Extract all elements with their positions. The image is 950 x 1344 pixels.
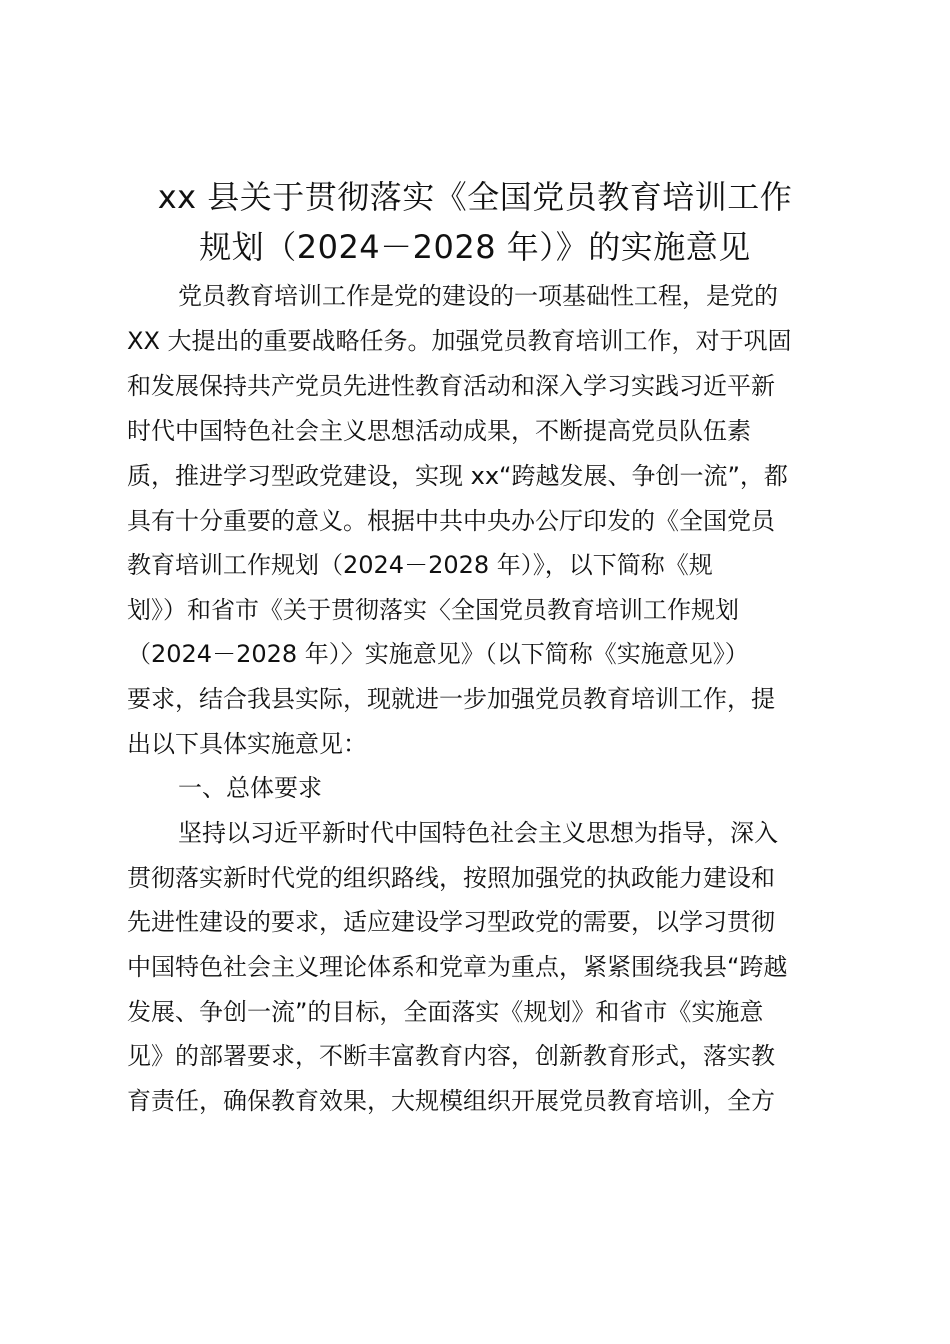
- intro-paragraph-line: XX 大提出的重要战略任务。加强党员教育培训工作，对于巩固: [127, 327, 792, 355]
- section-paragraph-line: 坚持以习近平新时代中国特色社会主义思想为指导，深入: [178, 819, 778, 847]
- intro-paragraph-line: 时代中国特色社会主义思想活动成果，不断提高党员队伍素: [127, 417, 751, 445]
- intro-paragraph-line: 要求，结合我县实际，现就进一步加强党员教育培训工作，提: [127, 685, 775, 713]
- intro-paragraph-line: 和发展保持共产党员先进性教育活动和深入学习实践习近平新: [127, 372, 775, 400]
- intro-paragraph-line: 出以下具体实施意见：: [127, 730, 367, 758]
- section-paragraph-line: 育责任，确保教育效果，大规模组织开展党员教育培训，全方: [127, 1087, 775, 1115]
- section-paragraph-line: 先进性建设的要求，适应建设学习型政党的需要，以学习贯彻: [127, 908, 775, 936]
- section-heading: 一、总体要求: [178, 774, 322, 802]
- intro-paragraph-line: 具有十分重要的意义。根据中共中央办公厅印发的《全国党员: [127, 507, 775, 535]
- section-paragraph-line: 中国特色社会主义理论体系和党章为重点，紧紧围绕我县“跨越: [127, 953, 788, 981]
- document-title-line-2: 规划（2024－2028 年）》的实施意见: [199, 228, 751, 266]
- intro-paragraph-line: 质，推进学习型政党建设，实现 xx“跨越发展、争创一流”，都: [127, 462, 788, 490]
- intro-paragraph-line: 划》）和省市《关于贯彻落实〈全国党员教育培训工作规划: [127, 596, 739, 624]
- document-title-line-1: xx 县关于贯彻落实《全国党员教育培训工作: [157, 178, 793, 216]
- intro-paragraph-line: 教育培训工作规划（2024－2028 年）》，以下简称《规: [127, 551, 713, 579]
- intro-paragraph-line: 党员教育培训工作是党的建设的一项基础性工程，是党的: [178, 282, 778, 310]
- section-paragraph-line: 发展、争创一流”的目标，全面落实《规划》和省市《实施意: [127, 998, 764, 1026]
- intro-paragraph-line: （2024－2028 年）〉实施意见》（以下简称《实施意见》）: [127, 640, 749, 668]
- section-paragraph-line: 贯彻落实新时代党的组织路线，按照加强党的执政能力建设和: [127, 864, 775, 892]
- section-paragraph-line: 见》的部署要求，不断丰富教育内容，创新教育形式，落实教: [127, 1042, 775, 1070]
